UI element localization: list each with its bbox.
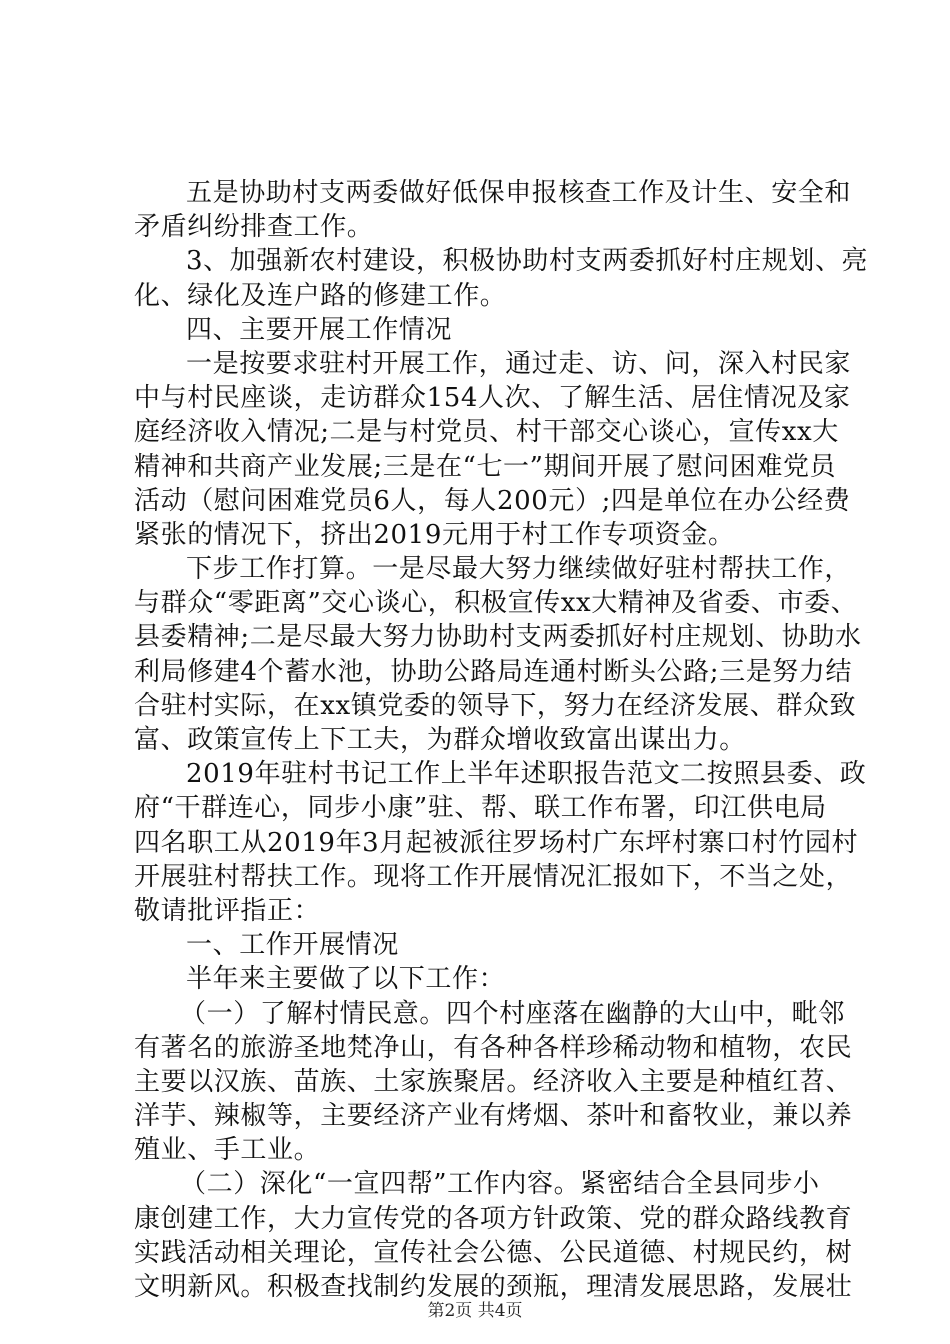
document-body bbox=[134, 176, 869, 1304]
text-line: 文明新风。积极查找制约发展的颈瓶，理清发展思路，发展壮 bbox=[134, 1272, 853, 1302]
text-line: 五是协助村支两委做好低保申报核查工作及计生、安全和 bbox=[186, 178, 852, 208]
text-line: 实践活动相关理论，宣传社会公德、公民道德、村规民约，树 bbox=[134, 1237, 853, 1268]
text-line: 精神和共商产业发展;三是在“七一”期间开展了慰问困难党员 bbox=[134, 451, 837, 482]
text-line: 洋芋、辣椒等，主要经济产业有烤烟、茶叶和畜牧业，兼以养 bbox=[134, 1101, 853, 1132]
text-line: 与群众“零距离”交心谈心，积极宣传xx大精神及省委、市委、 bbox=[134, 588, 858, 619]
text-line: 殖业、手工业。 bbox=[134, 1135, 321, 1166]
text-line: 中与村民座谈，走访群众154人次、了解生活、居住情况及家 bbox=[134, 383, 851, 414]
text-line: 2019年驻村书记工作上半年述职报告范文二按照县委、政 bbox=[186, 759, 867, 790]
text-line: （二）深化“一宣四帮”工作内容。紧密结合全县同步小 bbox=[180, 1169, 820, 1200]
text-line: 化、绿化及连户路的修建工作。 bbox=[134, 280, 507, 311]
text-line: 庭经济收入情况;二是与村党员、村干部交心谈心，宣传xx大 bbox=[134, 417, 839, 448]
text-line: 敬请批评指正： bbox=[134, 895, 321, 926]
text-line: （一）了解村情民意。四个村座落在幽静的大山中，毗邻 bbox=[180, 998, 846, 1029]
text-line: 一、工作开展情况 bbox=[186, 930, 399, 961]
text-line: 主要以汉族、苗族、土家族聚居。经济收入主要是种植红苕、 bbox=[134, 1066, 853, 1097]
text-line: 3、加强新农村建设，积极协助村支两委抓好村庄规划、亮 bbox=[186, 246, 869, 277]
text-line: 康创建工作，大力宣传党的各项方针政策、党的群众路线教育 bbox=[134, 1203, 853, 1234]
text-line: 县委精神;二是尽最大努力协助村支两委抓好村庄规划、协助水 bbox=[134, 622, 862, 653]
text-line: 一是按要求驻村开展工作，通过走、访、问，深入村民家 bbox=[186, 348, 852, 379]
text-line: 合驻村实际，在xx镇党委的领导下，努力在经济发展、群众致 bbox=[134, 690, 857, 721]
page-footer: 第2页 共4页 bbox=[427, 1301, 523, 1321]
text-line: 有著名的旅游圣地梵净山，有各种各样珍稀动物和植物，农民 bbox=[134, 1032, 853, 1063]
text-line: 富、政策宣传上下工夫，为群众增收致富出谋出力。 bbox=[134, 725, 746, 755]
text-line: 四名职工从2019年3月起被派往罗场村广东坪村寨口村竹园村 bbox=[134, 827, 859, 858]
text-line: 矛盾纠纷排查工作。 bbox=[134, 212, 374, 243]
text-line: 府“干群连心，同步小康”驻、帮、联工作布署，印江供电局 bbox=[134, 793, 827, 824]
text-line: 四、主要开展工作情况 bbox=[186, 314, 453, 345]
text-line: 利局修建4个蓄水池，协助公路局连通村断头公路;三是努力结 bbox=[134, 656, 853, 687]
text-line: 开展驻村帮扶工作。现将工作开展情况汇报如下，不当之处， bbox=[134, 861, 853, 892]
text-line: 活动（慰问困难党员6人，每人200元）;四是单位在办公经费 bbox=[134, 485, 851, 516]
text-line: 下步工作打算。一是尽最大努力继续做好驻村帮扶工作， bbox=[186, 554, 852, 585]
text-line: 半年来主要做了以下工作： bbox=[186, 964, 506, 995]
text-line: 紧张的情况下，挤出2019元用于村工作专项资金。 bbox=[134, 519, 735, 550]
